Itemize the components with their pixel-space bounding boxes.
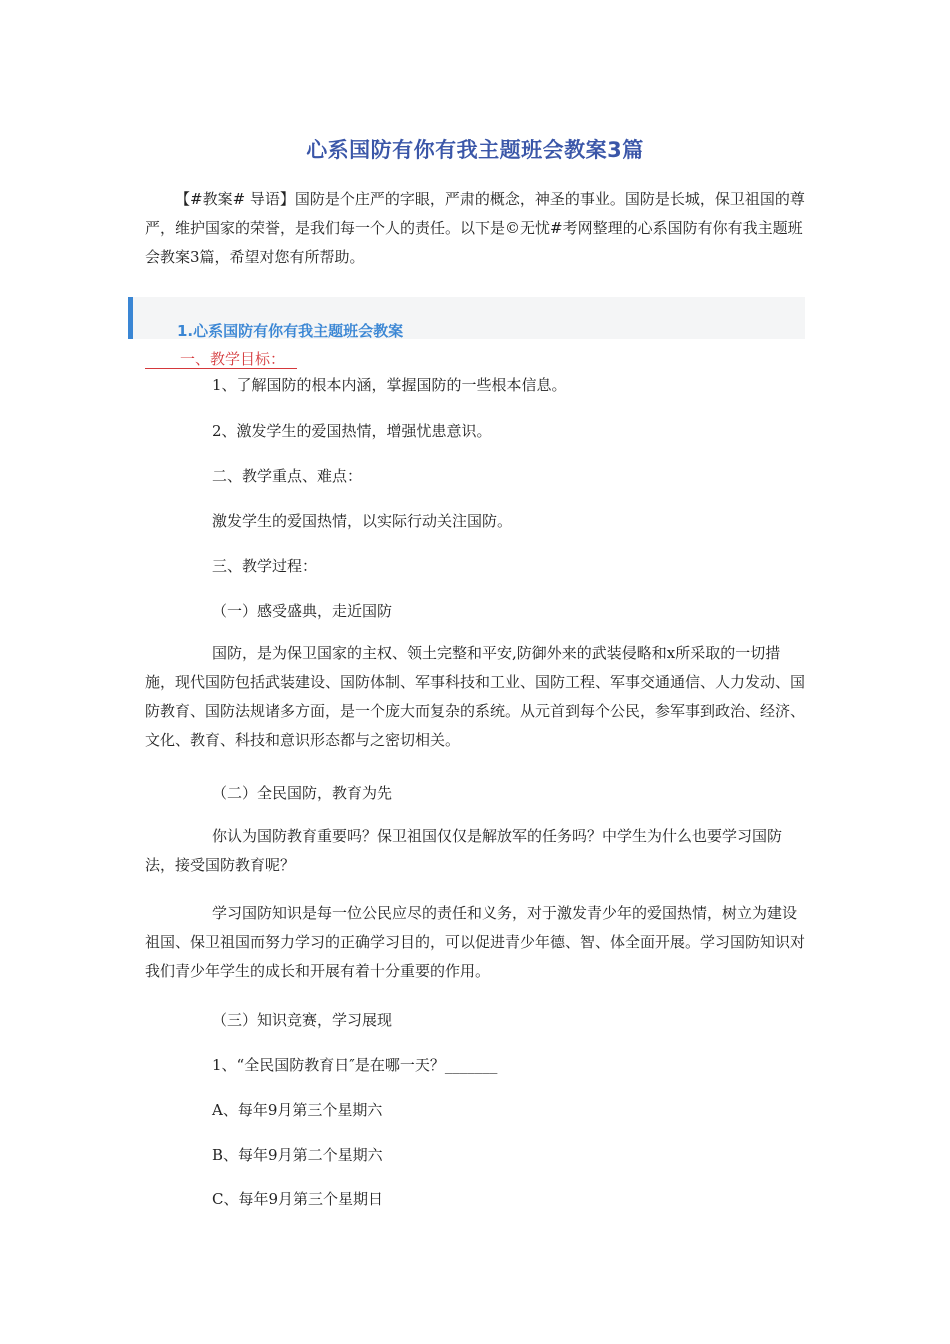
- goal-item-2: 2、激发学生的爱国热情，增强忧患意识。: [212, 422, 492, 440]
- step-2-heading: （二）全民国防，教育为先: [212, 784, 393, 802]
- quiz-option-c: C、每年9月第三个星期日: [212, 1190, 384, 1208]
- step-2-paragraph-2: 学习国防知识是每一位公民应尽的责任和义务，对于激发青少年的爱国热情，树立为建设祖国、保卫祖国而努力学习的正确学习目的，可以促进青少年德、智、体全面开展。学习国防知识对我们青少年学生的成长和开展有着十分重要的作用。: [145, 904, 806, 980]
- goal-heading-text: 一、教学目标：: [180, 350, 286, 368]
- section-accent-bar: [128, 297, 133, 339]
- intro-paragraph: 【#教案# 导语】国防是个庄严的字眼，严肃的概念，神圣的事业。国防是长城，保卫祖国的尊严，维护国家的荣誉，是我们每一个人的责任。以下是©无忧#考网整理的心系国防有你有我主题班会教案3篇，希望对您有所帮助。: [145, 190, 805, 266]
- focus-heading: 二、教学重点、难点：: [212, 467, 363, 485]
- quiz-option-a: A、每年9月第三个星期六: [212, 1101, 383, 1119]
- quiz-option-b: B、每年9月第二个星期六: [212, 1146, 383, 1164]
- section-heading: 1.心系国防有你有我主题班会教案: [177, 322, 404, 340]
- step-1-paragraph: 国防，是为保卫国家的主权、领土完整和平安,防御外来的武装侵略和x所采取的一切措施，现代国防包括武装建设、国防体制、军事科技和工业、国防工程、军事交通通信、人力发动、国防教育、国防法规诸多方面，是一个庞大而复杂的系统。从元首到每个公民，参军事到政治、经济、文化、教育、科技和意识形态都与之密切相关。: [145, 644, 806, 749]
- step-1-heading: （一）感受盛典，走近国防: [212, 602, 393, 620]
- process-heading: 三、教学过程：: [212, 557, 318, 575]
- step-3-heading: （三）知识竞赛，学习展现: [212, 1011, 393, 1029]
- goal-item-1: 1、了解国防的根本内涵，掌握国防的一些根本信息。: [212, 376, 567, 394]
- focus-text: 激发学生的爱国热情，以实际行动关注国防。: [212, 512, 513, 530]
- quiz-question-1: 1、“全民国防教育日″是在哪一天？_______: [212, 1056, 498, 1074]
- document-title: 心系国防有你有我主题班会教案3篇: [306, 138, 644, 162]
- step-2-paragraph-1: 你认为国防教育重要吗？保卫祖国仅仅是解放军的任务吗？中学生为什么也要学习国防法，接受国防教育呢？: [145, 827, 783, 874]
- goal-heading: [145, 350, 297, 369]
